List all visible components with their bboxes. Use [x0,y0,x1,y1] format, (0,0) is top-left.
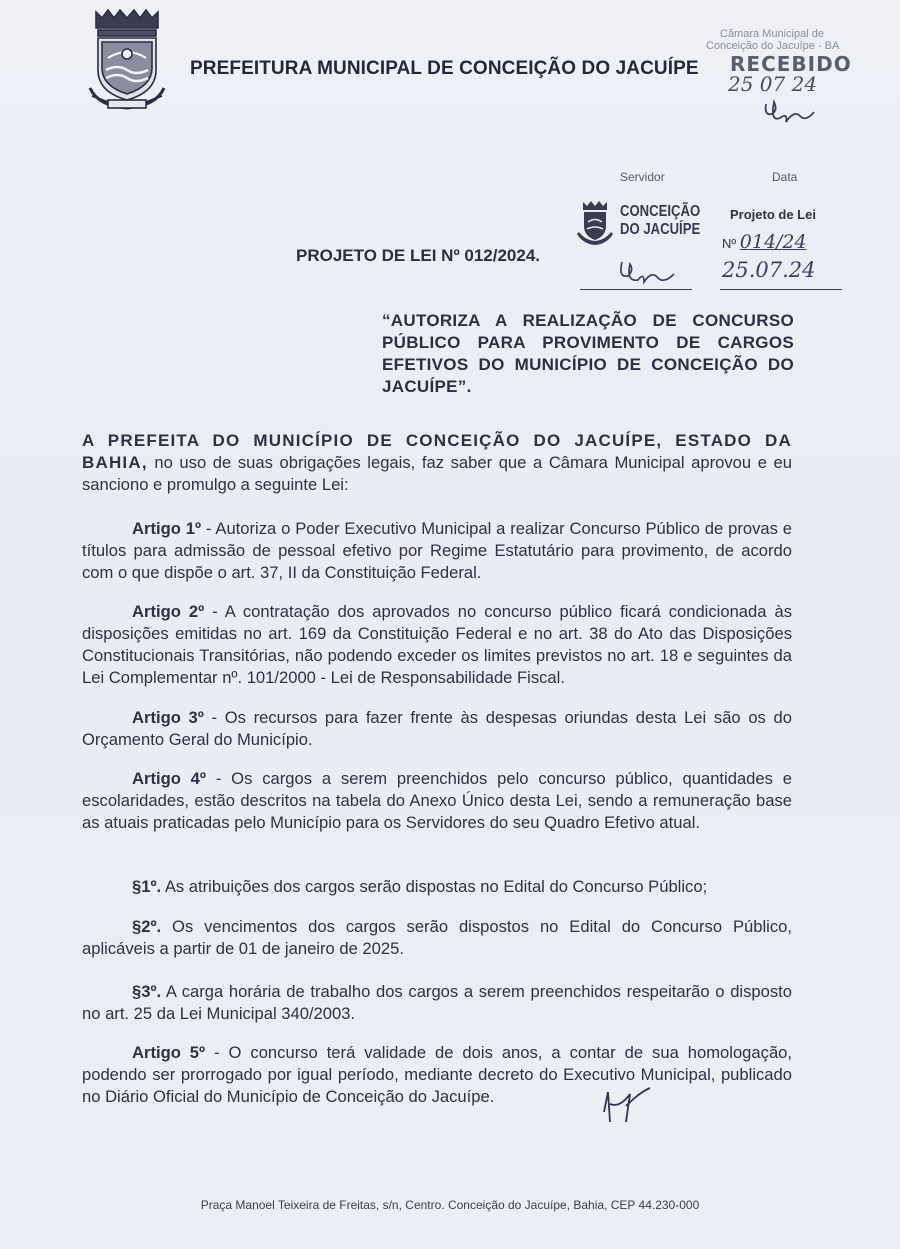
stamp-received-label: RECEBIDO [730,52,852,76]
article-3-text: - Os recursos para fazer frente às despesas oriundas desta Lei são os do Orçamento Geral do Município. [82,708,793,749]
paragraph-3 [82,981,792,1025]
preamble-rest: no uso de suas obrigações legais, faz saber que a Câmara Municipal aprovou e eu sanciono e promulgo a seguinte Lei: [82,453,792,494]
stamp-line-2: Conceição do Jacuípe - BA [706,40,840,52]
article-4-text: - Os cargos a serem preenchidos pelo concurso público, quantidades e escolaridades, estão descritos na tabela do Anexo Único desta Lei, sendo a remuneração base as atuais praticadas pelo Município para os Servidores do seu Quadro Efetivo atual. [82,769,792,832]
paragraph-2 [82,916,792,960]
article-5 [82,1042,792,1108]
paragraph-1-label: §1º. [132,877,162,896]
received-stamp [700,28,870,128]
municipal-coat-of-arms-icon [88,8,166,112]
projeto-lei-number-row [722,231,807,253]
camara-logo-text [620,203,700,239]
camara-logo-top: CONCEIÇÃO [620,203,701,220]
registry-signature-icon [612,252,682,288]
article-5-label: Artigo 5º [132,1043,206,1062]
law-ementa: “AUTORIZA A REALIZAÇÃO DE CONCURSO PÚBLICO PARA PROVIMENTO DE CARGOS EFETIVOS DO MUNICÍPIO DE CONCEIÇÃO DO JACUÍPE”. [382,311,794,396]
signature-line [580,289,692,290]
paragraph-2-label: §2º. [132,917,162,936]
registry-date-value: 25.07.24 [722,258,816,282]
paragraph-2-text: Os vencimentos dos cargos serão dispostos no Edital do Concurso Público, aplicáveis a partir de 01 de janeiro de 2025. [82,917,792,958]
article-4-label: Artigo 4º [132,769,206,788]
article-2 [82,601,792,689]
law-title: PROJETO DE LEI Nº 012/2024. [296,246,541,265]
paragraph-3-text: A carga horária de trabalho dos cargos a serem preenchidos respeitarão o disposto no art. 25 da Lei Municipal 340/2003. [82,982,792,1023]
preamble-paragraph [82,430,792,496]
date-line [720,289,842,290]
article-1-text: - Autoriza o Poder Executivo Municipal a realizar Concurso Público de provas e títulos para admissão de pessoal efetivo por Regime Estatutário para provimento, de acordo com o que dispõe o art. 37, II da Constituição Federal. [82,519,792,582]
article-3 [82,707,792,751]
registry-data-label: Data [772,170,798,184]
preamble-lead: A PREFEITA DO MUNICÍPIO DE CONCEIÇÃO DO JACUÍPE, ESTADO DA BAHIA, [82,431,792,472]
initials-signature-icon [596,1082,656,1126]
page-header-title: PREFEITURA MUNICIPAL DE CONCEIÇÃO DO JACUÍPE [190,58,699,79]
article-3-label: Artigo 3º [132,708,204,727]
numero-value: 014/24 [739,231,807,253]
article-2-text: - A contratação dos aprovados no concurso público ficará condicionada às disposições emitidas no art. 169 da Constituição Federal e no art. 38 do Ato das Disposições Constitucionais Transitórias, não podendo exceder os limites previstos no art. 18 e seguintes da Lei Complementar nº. 101/2000 - Lei de Responsabilidade Fiscal. [82,602,792,687]
article-5-text: - O concurso terá validade de dois anos, a contar de sua homologação, podendo ser prorrogado por igual período, mediante decreto do Executivo Municipal, publicado no Diário Oficial do Município de Conceição do Jacuípe. [82,1043,793,1106]
registry-servidor-label: Servidor [620,170,665,184]
camara-logo-bottom: DO JACUÍPE [620,221,701,238]
camara-logo-icon [575,200,615,246]
article-1 [82,518,792,584]
footer-address: Praça Manoel Teixeira de Freitas, s/n, Centro. Conceição do Jacuípe, Bahia, CEP 44.230-000 [200,1198,700,1212]
article-4 [82,768,792,834]
article-2-label: Artigo 2º [132,602,205,621]
paragraph-1 [82,876,792,898]
numero-prefix: Nº [722,236,737,251]
projeto-lei-label [730,207,816,222]
stamp-signature-icon [760,92,820,128]
article-1-label: Artigo 1º [132,519,202,538]
stamp-received-date: 25 07 24 [728,72,818,96]
paragraph-1-text: As atribuições dos cargos serão dispostas no Edital do Concurso Público; [161,877,708,896]
projeto-lei-text: Projeto de Lei [730,207,816,222]
paragraph-3-label: §3º. [132,982,162,1001]
stamp-line-1: Câmara Municipal de [720,28,824,40]
